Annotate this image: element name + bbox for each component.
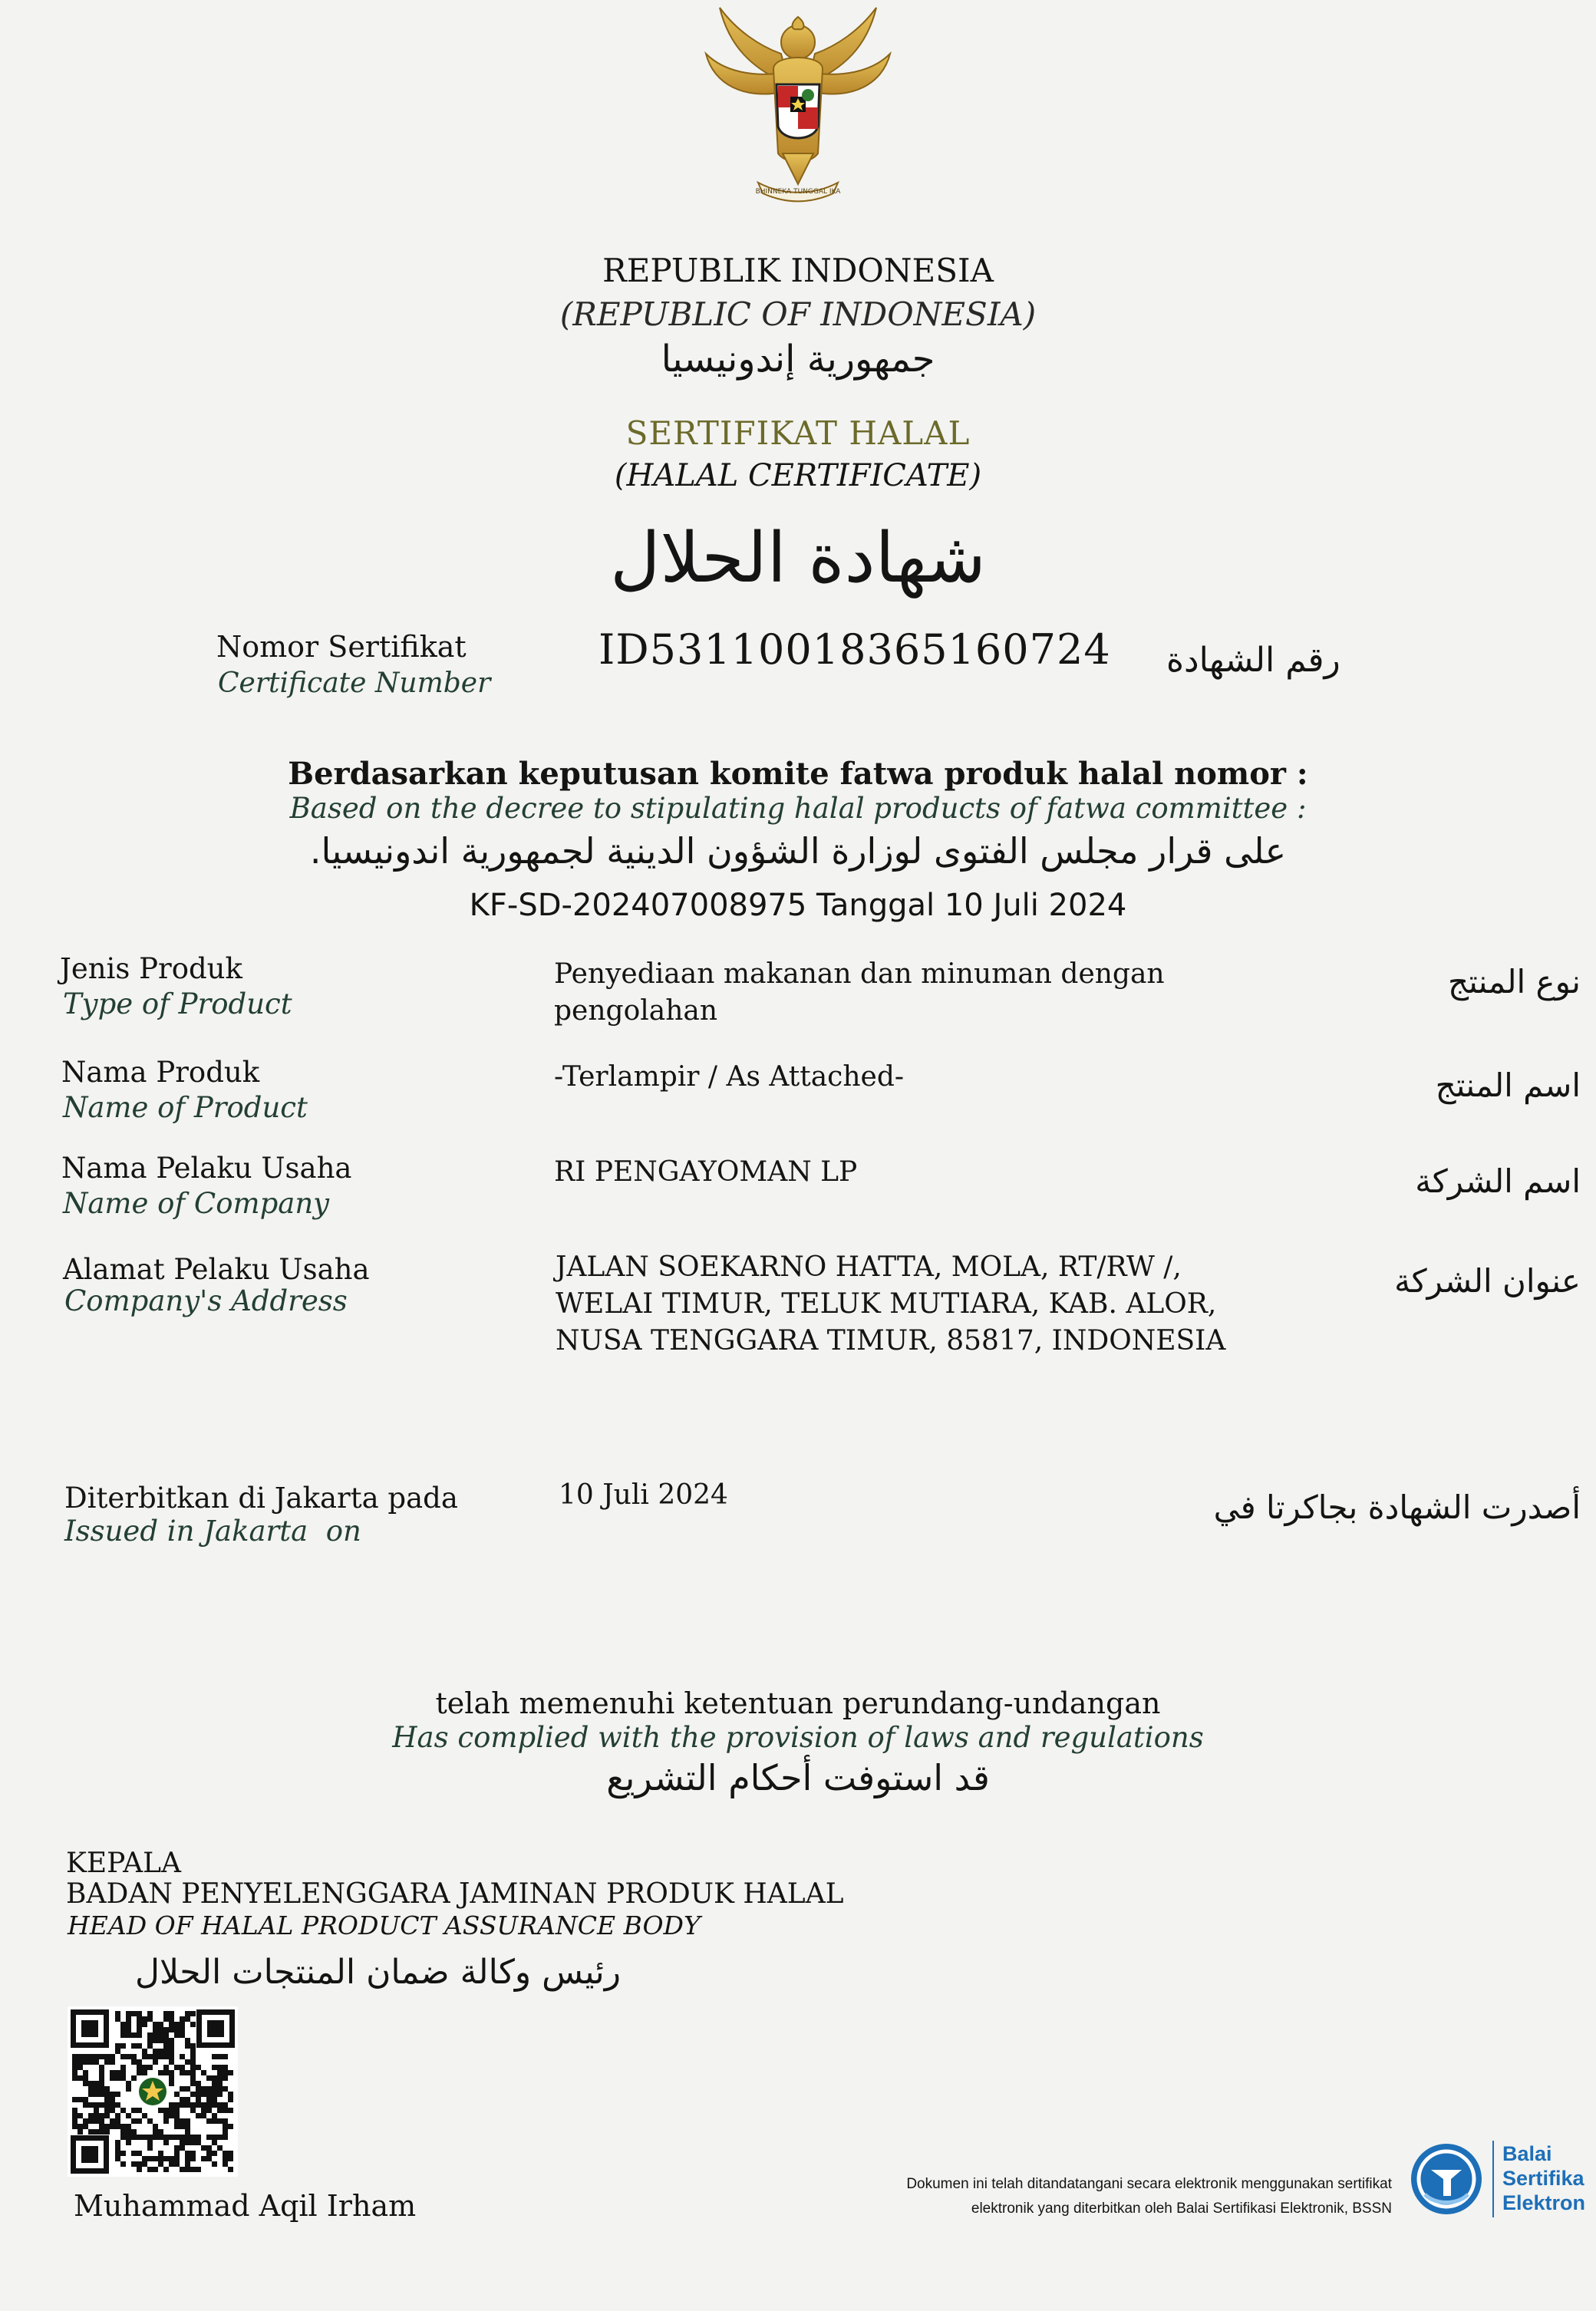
certificate-title-ar: شهادة الحلال <box>610 518 986 598</box>
bsre-logo-icon <box>1408 2141 1485 2217</box>
company-address-label-ar: عنوان الشركة <box>1394 1262 1581 1300</box>
compliance-line: telah memenuhi ketentuan perundang-undangan <box>435 1686 1161 1720</box>
decree-reference: KF-SD-202407008975 Tanggal 10 Juli 2024 <box>469 888 1127 923</box>
company-name-label-en: Name of Company <box>63 1187 330 1220</box>
esign-notice-line2: elektronik yang diterbitkan oleh Balai Sertifikasi Elektronik, BSSN <box>971 2201 1392 2217</box>
bsre-divider <box>1492 2141 1494 2217</box>
type-of-product-label-ar: نوع المنتج <box>1447 963 1581 1001</box>
qr-code-icon <box>68 2006 238 2177</box>
esign-notice-line1: Dokumen ini telah ditandatangani secara elektronik menggunakan sertifikat <box>906 2176 1392 2192</box>
certificate-number-label: Nomor Sertifikat <box>216 630 467 664</box>
bsre-text-1: Balai <box>1502 2142 1552 2165</box>
certificate-number-label-en: Certificate Number <box>218 668 491 699</box>
company-address-label: Alamat Pelaku Usaha <box>63 1253 370 1286</box>
certificate-title: SERTIFIKAT HALAL <box>625 414 971 452</box>
signatory-agency-ar: رئيس وكالة ضمان المنتجات الحلال <box>135 1953 622 1992</box>
issued-label-ar: أصدرت الشهادة بجاكرتا في <box>1213 1488 1581 1526</box>
signatory-agency: BADAN PENYELENGGARA JAMINAN PRODUK HALAL <box>66 1878 844 1910</box>
country-name-en: (REPUBLIC OF INDONESIA) <box>559 295 1037 333</box>
issued-label: Diterbitkan di Jakarta pada <box>64 1482 458 1515</box>
signatory-name: Muhammad Aqil Irham <box>74 2189 417 2223</box>
svg-text:BHINNEKA TUNGGAL IKA: BHINNEKA TUNGGAL IKA <box>755 188 841 196</box>
type-of-product-value: Penyediaan makanan dan minuman dengan pengolahan <box>554 958 1165 1027</box>
country-name-ar: جمهورية إندونيسيا <box>661 338 935 381</box>
decree-line: Berdasarkan keputusan komite fatwa produk halal nomor : <box>288 756 1308 792</box>
certificate-number-value: ID53110018365160724 <box>598 625 1111 674</box>
issued-date-value: 10 Juli 2024 <box>559 1479 728 1511</box>
garuda-emblem-icon <box>683 0 913 207</box>
name-of-product-label: Nama Produk <box>61 1056 260 1089</box>
company-address-value: JALAN SOEKARNO HATTA, MOLA, RT/RW /, WELAI TIMUR, TELUK MUTIARA, KAB. ALOR, NUSA TENGGARA TIMUR, 85817, INDONESIA <box>556 1251 1226 1357</box>
certificate-number-label-ar: رقم الشهادة <box>1166 641 1340 680</box>
name-of-product-value: -Terlampir / As Attached- <box>554 1061 905 1093</box>
bsre-text-3: Elektron <box>1502 2191 1586 2214</box>
certificate-title-en: (HALAL CERTIFICATE) <box>614 458 982 493</box>
name-of-product-label-en: Name of Product <box>63 1091 308 1124</box>
type-of-product-label: Jenis Produk <box>60 952 242 985</box>
company-name-label-ar: اسم الشركة <box>1415 1162 1581 1200</box>
company-name-label: Nama Pelaku Usaha <box>61 1152 352 1185</box>
type-of-product-label-en: Type of Product <box>63 987 292 1020</box>
compliance-line-en: Has complied with the provision of laws and regulations <box>392 1721 1204 1754</box>
signatory-agency-en: HEAD OF HALAL PRODUCT ASSURANCE BODY <box>68 1910 701 1940</box>
company-name-value: RI PENGAYOMAN LP <box>554 1156 858 1188</box>
compliance-line-ar: قد استوفت أحكام التشريع <box>606 1757 990 1798</box>
decree-line-en: Based on the decree to stipulating halal products of fatwa committee : <box>289 792 1307 825</box>
issued-label-en: Issued in Jakarta on <box>64 1515 361 1548</box>
name-of-product-label-ar: اسم المنتج <box>1435 1066 1581 1104</box>
signatory-title: KEPALA <box>66 1848 181 1879</box>
decree-line-ar: على قرار مجلس الفتوى لوزارة الشؤون الدينية لجمهورية اندونيسيا. <box>309 830 1287 872</box>
company-address-label-en: Company's Address <box>64 1284 348 1317</box>
country-name: REPUBLIK INDONESIA <box>602 252 994 289</box>
bsre-text-2: Sertifika <box>1502 2167 1584 2190</box>
